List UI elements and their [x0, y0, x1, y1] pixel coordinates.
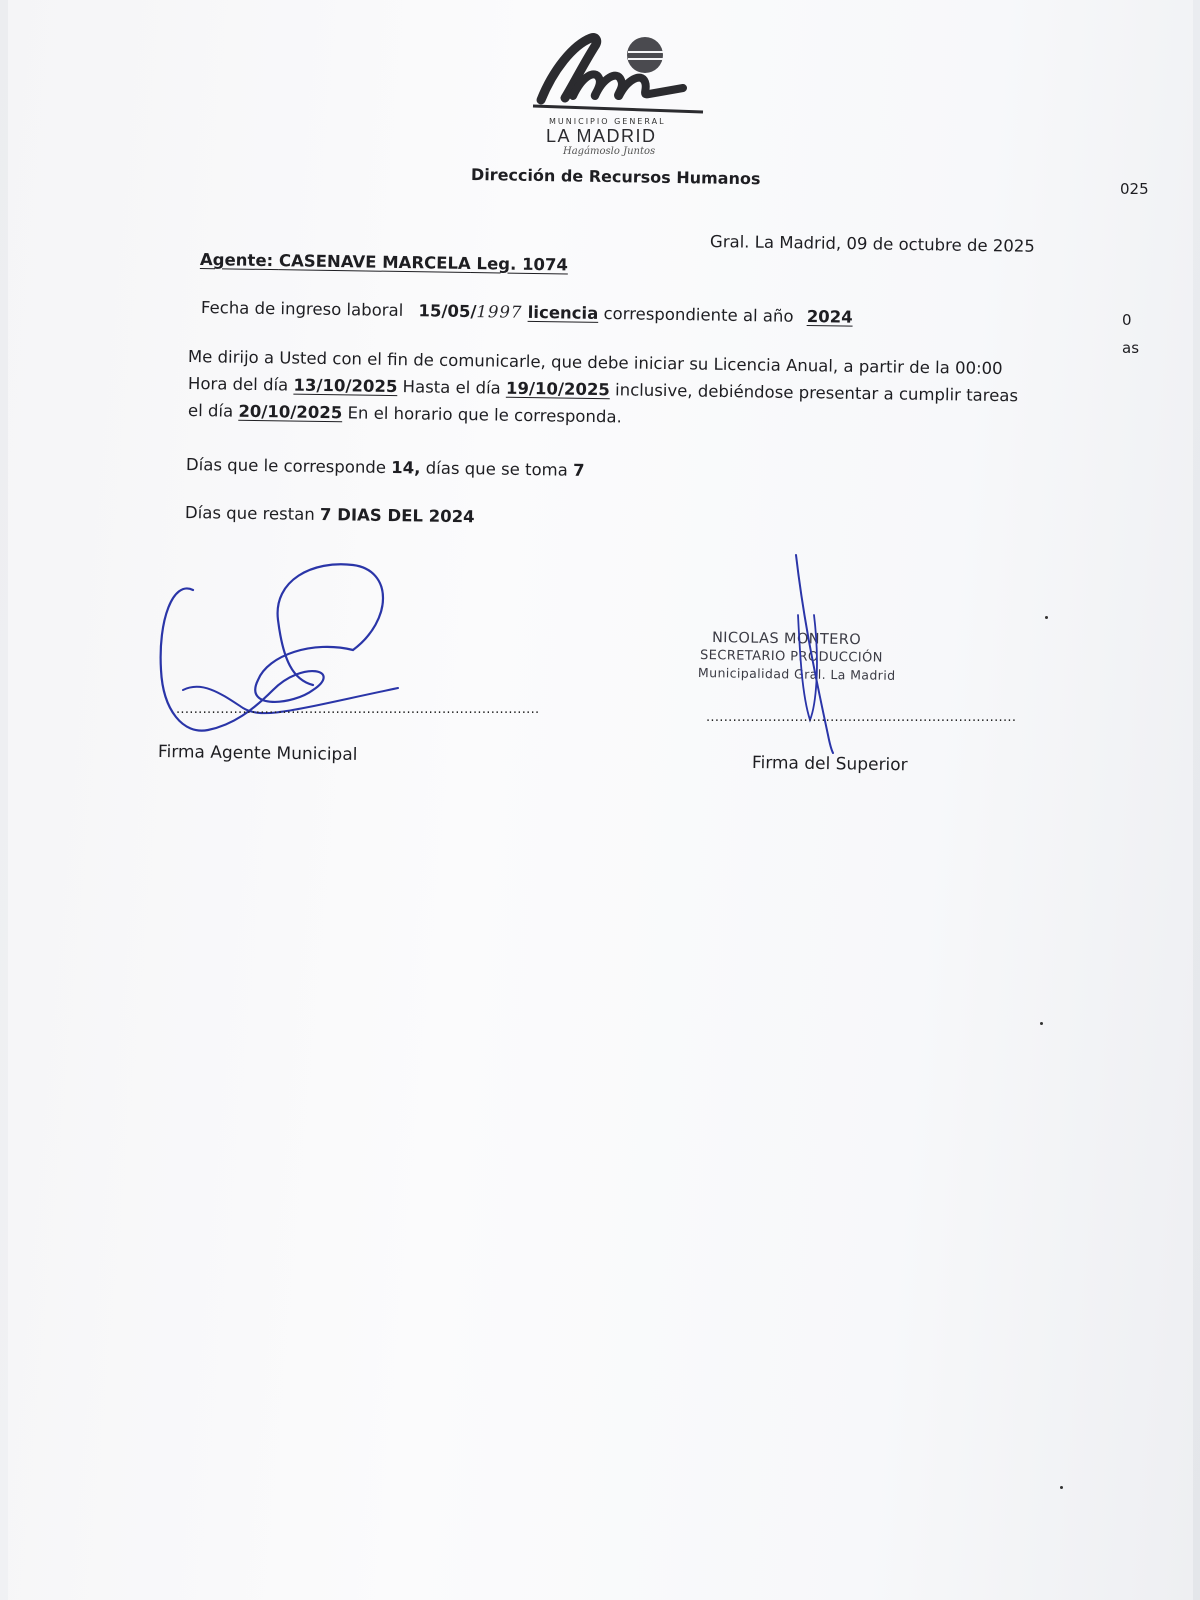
ingreso-year-handwritten: 1997	[476, 302, 523, 322]
dias-corresponde-value: 14,	[391, 458, 421, 478]
dias-corresponde-label: Días que le corresponde	[185, 455, 392, 478]
ingreso-text-after: correspondiente al año	[598, 303, 799, 326]
dias-restan-value: 7 DIAS DEL 2024	[319, 505, 475, 527]
body-line-2	[188, 374, 1018, 405]
dias-restan-line	[185, 503, 475, 526]
speck	[1060, 1486, 1063, 1489]
edge-fragment-2: 0	[1122, 311, 1132, 329]
body-line-2-a: Hora del día	[187, 374, 294, 395]
agent-line	[200, 250, 568, 274]
speck	[1040, 1022, 1043, 1025]
dias-restan-label: Días que restan	[184, 503, 321, 525]
edge-fragment-1: 025	[1120, 180, 1149, 198]
document-page	[8, 0, 1193, 1600]
department-heading: Dirección de Recursos Humanos	[470, 165, 761, 189]
superior-signature	[788, 555, 858, 755]
edge-fragment-3: as	[1122, 339, 1140, 357]
body-line-3-b: En el horario que le corresponda.	[342, 403, 622, 427]
return-date: 20/10/2025	[238, 401, 343, 423]
superior-signature-line: ......................................................................	[706, 710, 1017, 725]
stamp-title: SECRETARIO PRODUCCIÓN	[699, 648, 883, 666]
speck	[1045, 616, 1048, 619]
agent-leg: Leg. 1074	[470, 254, 569, 275]
ingreso-label: Fecha de ingreso laboral	[200, 298, 404, 320]
dias-corresponde-line	[186, 455, 585, 480]
agent-prefix: Agente:	[199, 250, 280, 271]
start-date: 13/10/2025	[293, 375, 398, 397]
logo-municipality-small: MUNICIPIO GENERAL	[549, 117, 666, 126]
end-date: 19/10/2025	[505, 378, 611, 400]
place-and-date: Gral. La Madrid, 09 de octubre de 2025	[709, 232, 1035, 256]
superior-signature-caption: Firma del Superior	[751, 753, 908, 776]
agent-signature	[153, 560, 413, 750]
agent-name: CASENAVE MARCELA	[278, 251, 471, 274]
body-line-2-b: Hasta el día	[397, 377, 507, 398]
stamp-org: Municipalidad Gral. La Madrid	[697, 665, 896, 683]
dias-toma-label: días que se toma	[420, 458, 574, 480]
body-line-1: Me dirijo a Usted con el fin de comunicarle, que debe iniciar su Licencia Anual, a partir de la 00:00	[187, 347, 1003, 379]
logo-tagline: Hagámoslo Juntos	[563, 146, 656, 157]
agent-signature-line: ..................................................................................	[176, 702, 540, 717]
stamp-name: NICOLAS MONTERO	[711, 630, 862, 649]
licencia-word: licencia	[527, 302, 599, 323]
body-line-2-c: inclusive, debiéndose presentar a cumplir tareas	[609, 380, 1019, 406]
dias-toma-value: 7	[572, 460, 585, 480]
ingreso-date: 15/05/	[418, 301, 477, 322]
body-line-3-a: el día	[187, 401, 239, 421]
agent-signature-caption: Firma Agente Municipal	[157, 742, 358, 765]
logo-municipality-name: LA MADRID	[546, 126, 657, 146]
ingreso-line	[201, 298, 853, 327]
logo-graphic	[533, 30, 713, 120]
body-line-3	[188, 401, 622, 426]
licencia-year: 2024	[806, 306, 853, 327]
